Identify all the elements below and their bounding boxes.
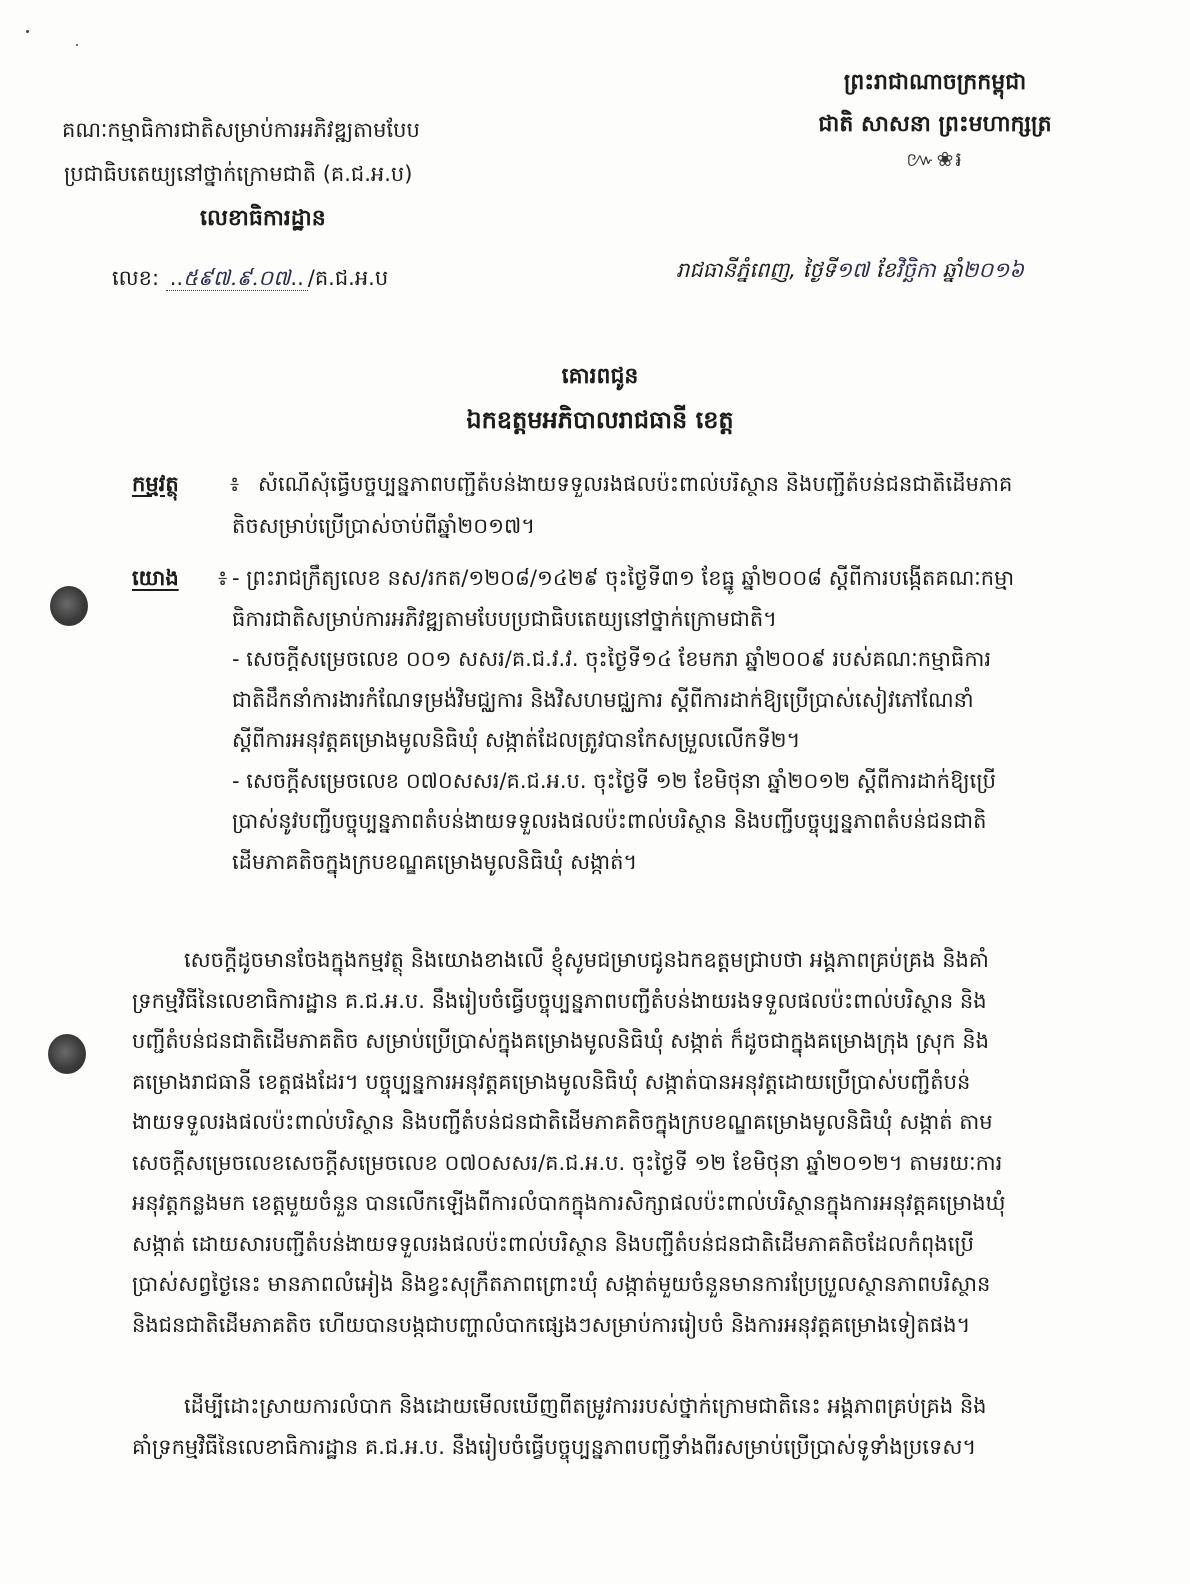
reference-heading: យោង [132, 566, 179, 590]
body-line: គាំទ្រកម្មវិធីនៃលេខាធិការដ្ឋាន គ.ជ.អ.ប. នឹងរៀបចំធ្វើបច្ចុប្បន្នភាពបញ្ជីទាំងពីរសម្រាប់ប្រើប្រាស់ទូទាំងប្រទេស។ [132, 1434, 977, 1459]
body-paragraph-2 [132, 1386, 1058, 1467]
body-line: សង្កាត់ ដោយសារបញ្ជីតំបន់ងាយទទួលរងផលប៉ះពាល់បរិស្ថាន និងបញ្ជីតំបន់ជនជាតិដើមភាគតិចដែលកំពុងប្រើ [132, 1231, 974, 1256]
subject-label: កម្មវត្ថុ [132, 472, 179, 496]
national-motto-block [770, 70, 1100, 171]
subject-colon: ៖ [230, 472, 240, 496]
body-paragraph-1 [132, 940, 1058, 1345]
reference-suffix: /គ.ជ.អ.ប [307, 266, 389, 290]
reference-item: - សេចក្តីសម្រេចលេខ ០៧០សសរ/គ.ជ.អ.ប. ចុះថ្ងៃទី ១២ ខែមិថុនា ឆ្នាំ២០១២ ស្តីពីការដាក់ឱ្យប្រើ [232, 768, 996, 793]
body-line: សេចក្តីដូចមានចែងក្នុងកម្មវត្ថុ និងយោងខាងលើ ខ្ញុំសូមជម្រាបជូនឯកឧត្តមជ្រាបថា អង្គភាពគ្រប់គ្រង និងគាំ [184, 948, 989, 972]
issuer-line-2: ប្រជាធិបតេយ្យនៅថ្នាក់ក្រោមជាតិ (គ.ជ.អ.ប) [64, 162, 413, 186]
punch-hole-lower [48, 1034, 86, 1074]
nation-motto: ជាតិ សាសនា ព្រះមហាក្សត្រ [818, 112, 1052, 138]
kingdom-title: ព្រះរាជាណាចក្រកម្ពុជា [843, 70, 1027, 95]
subject-text-2: តិចសម្រាប់ប្រើប្រាស់ចាប់ពីឆ្នាំ២០១៧។ [232, 514, 536, 538]
reference-item: ជាតិដឹកនាំការងារកំណែទម្រង់វិមជ្ឈការ និងវិសហមជ្ឈការ ស្តីពីការដាក់ឱ្យប្រើប្រាស់សៀវភៅណែនាំ [232, 687, 974, 712]
body-line: សេចក្តីសម្រេចលេខសេចក្តីសម្រេចលេខ ០៧០សសរ/គ.ជ.អ.ប. ចុះថ្ងៃទី ១២ ខែមិថុនា ឆ្នាំ២០១២។ តាមរយៈការ [132, 1150, 1003, 1175]
recipient-block [420, 364, 780, 435]
issuer-department: លេខាធិការដ្ឋាន [200, 206, 326, 231]
date-line [676, 258, 1024, 283]
body-line: ដើម្បីដោះស្រាយការលំបាក និងដោយមើលឃើញពីតម្រូវការរបស់ថ្នាក់ក្រោមជាតិនេះ អង្គភាពគ្រប់គ្រង និង [184, 1394, 987, 1418]
body-line: និងជនជាតិដើមភាគតិច ហើយបានបង្កជាបញ្ហាលំបាកផ្សេងៗសម្រាប់ការរៀបចំ និងការអនុវត្តគម្រោងទៀតផង។ [132, 1312, 971, 1337]
body-line: ងាយទទួលរងផលប៉ះពាល់បរិស្ថាន និងបញ្ជីតំបន់ជនជាតិដើមភាគតិចក្នុងក្របខណ្ឌគម្រោងមូលនិធិឃុំ សង្កាត់ តាម [132, 1110, 993, 1134]
body-line: ប្រាស់សព្វថ្ងៃនេះ មានភាពលំអៀង និងខ្វះសុក្រឹតភាពព្រោះឃុំ សង្កាត់មួយចំនួនមានការប្រែប្រួលស្ថានភាពបរិស្ថាន [132, 1272, 991, 1296]
body-line: ទ្រកម្មវិធីនៃលេខាធិការដ្ឋាន គ.ជ.អ.ប. នឹងរៀបចំធ្វើបច្ចុប្បន្នភាពបញ្ជីតំបន់ងាយរងទទួលផលប៉ះពាល់បរិស្ថាន និង [132, 988, 987, 1013]
reference-item: ប្រាស់នូវបញ្ជីបច្ចុប្បន្នភាពតំបន់ងាយទទួលរងផលប៉ះពាល់បរិស្ថាន និងបញ្ជីបច្ចុប្បន្នភាពតំបន់ជនជាតិ [232, 809, 987, 833]
date-year-label: ឆ្នាំ [935, 258, 963, 282]
body-line: បញ្ជីតំបន់ជនជាតិដើមភាគតិច សម្រាប់ប្រើប្រាស់ក្នុងគម្រោងមូលនិធិឃុំ សង្កាត់ ក៏ដូចជាក្នុងគម្រោងក្រុង ស្រុក និង [132, 1029, 989, 1053]
reference-item: - ព្រះរាជក្រឹត្យលេខ នស/រកត/១២០៨/១៤២៩ ចុះថ្ងៃទី៣១ ខែធ្នូ ឆ្នាំ២០០៨ ស្តីពីការបង្កើតគណៈកម្មា [232, 566, 1015, 590]
date-prefix: រាជធានីភ្នំពេញ, ថ្ងៃទី [676, 258, 836, 282]
reference-item: ដើមភាគតិចក្នុងក្របខណ្ឌគម្រោងមូលនិធិឃុំ សង្កាត់។ [232, 849, 638, 874]
reference-colon: ៖ [218, 566, 228, 590]
subject-text-1: សំណើសុំធ្វើបច្ចុប្បន្នភាពបញ្ជីតំបន់ងាយទទួលរងផលប៉ះពាល់បរិស្ថាន និងបញ្ជីតំបន់ជនជាតិដើមភាគ [258, 472, 1013, 496]
date-month-label: ខែ [869, 258, 896, 282]
recipient-title: ឯកឧត្តមអភិបាលរាជធានី ខេត្ត [466, 406, 734, 435]
issuer-line-1: គណៈកម្មាធិការជាតិសម្រាប់ការអភិវឌ្ឍតាមបែប [62, 118, 420, 142]
body-line: អនុវត្តកន្លងមក ខេត្តមួយចំនួន បានលើកឡើងពីការលំបាកក្នុងការសិក្សាផលប៉ះពាល់បរិស្ថានក្នុងការអនុវត្តគម្រោងឃុំ [132, 1191, 1006, 1215]
date-year: ២០១៦ [962, 258, 1024, 282]
decorative-ornament: ៚❀៛ [906, 146, 964, 171]
reference-item: - សេចក្តីសម្រេចលេខ ០០១ សសរ/គ.ជ.វ.វ. ចុះថ្ងៃទី១៤ ខែមករា ឆ្នាំ២០០៩ របស់គណៈកម្មាធិការ [232, 647, 992, 671]
scan-speck [76, 44, 78, 46]
reference-item: ស្តីពីការអនុវត្តគម្រោងមូលនិធិឃុំ សង្កាត់ដែលត្រូវបានកែសម្រួលលើកទី២។ [232, 728, 801, 752]
reference-handwritten-number: ៥៩៧.៩.០៧ [183, 266, 291, 290]
reference-number: លេខ: ..៥៩៧.៩.០៧.. /គ.ជ.អ.ប [112, 266, 389, 290]
reference-item: ធិការជាតិសម្រាប់ការអភិវឌ្ឍតាមបែបប្រជាធិបតេយ្យនៅថ្នាក់ក្រោមជាតិ។ [232, 606, 777, 631]
reference-label: លេខ: [112, 266, 166, 290]
salutation: គោរពជូន [561, 364, 639, 389]
body-line: គម្រោងរាជធានី ខេត្តផងដែរ។ បច្ចុប្បន្នការអនុវត្តគម្រោងមូលនិធិឃុំ សង្កាត់បានអនុវត្តដោយប្រើប្រាស់បញ្ជីតំបន់ [132, 1069, 971, 1094]
date-month: វិច្ឆិកា [895, 258, 936, 282]
date-day: ១៧ [835, 258, 870, 282]
punch-hole-upper [50, 586, 88, 626]
scan-speck [26, 30, 29, 33]
reference-list [232, 558, 1058, 882]
